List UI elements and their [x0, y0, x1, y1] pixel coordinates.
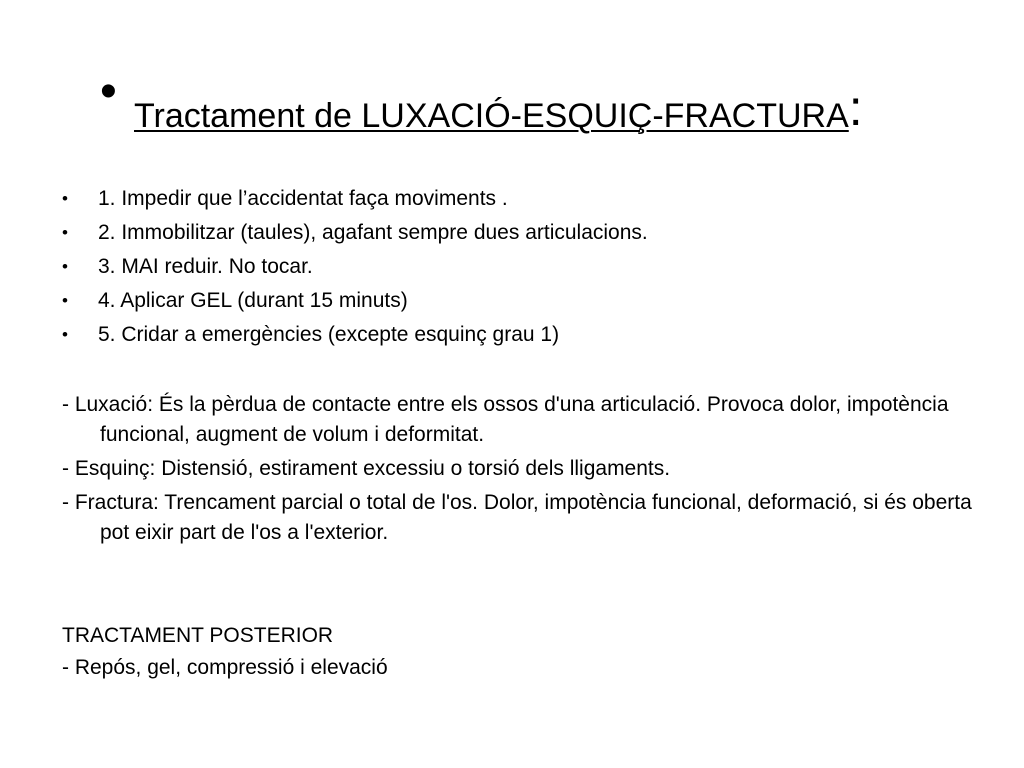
- step-item: [62, 284, 962, 318]
- definitions-list: [62, 390, 982, 552]
- bullet-icon: •: [62, 325, 68, 344]
- title-bullet-icon: •: [100, 65, 117, 118]
- step-item: [62, 318, 962, 352]
- bullet-icon: •: [62, 291, 68, 310]
- step-item: [62, 182, 962, 216]
- step-text: 3. MAI reduir. No tocar.: [98, 255, 313, 278]
- steps-list: [62, 182, 962, 352]
- definition-luxacio: - Luxació: És la pèrdua de contacte entre els ossos d'una articulació. Provoca dolor, impotència funcional, augment de volum i deformitat.: [62, 393, 949, 446]
- step-item: [62, 250, 962, 284]
- posterior-heading: TRACTAMENT POSTERIOR: [62, 624, 334, 647]
- posterior-section: [62, 620, 962, 684]
- slide-title: [100, 65, 1000, 136]
- posterior-line: - Repós, gel, compressió i elevació: [62, 656, 388, 679]
- step-text: 1. Impedir que l’accidentat faça moviments .: [98, 187, 508, 210]
- bullet-icon: •: [62, 223, 68, 242]
- title-colon: :: [848, 80, 863, 136]
- title-label: Tractament de LUXACIÓ-ESQUIÇ-FRACTURA: [134, 97, 849, 135]
- bullet-icon: •: [62, 257, 68, 276]
- step-text: 2. Immobilitzar (taules), agafant sempre dues articulacions.: [98, 221, 648, 244]
- step-text: 4. Aplicar GEL (durant 15 minuts): [98, 289, 408, 312]
- bullet-icon: •: [62, 189, 68, 208]
- definition-fractura: - Fractura: Trencament parcial o total de l'os. Dolor, impotència funcional, deformació, si és oberta pot eixir part de l'os a l'exterior.: [62, 491, 972, 544]
- title-text: [134, 80, 863, 136]
- step-text: 5. Cridar a emergències (excepte esquinç grau 1): [98, 323, 560, 346]
- definition-esquinc: - Esquinç: Distensió, estirament excessiu o torsió dels lligaments.: [62, 457, 671, 480]
- step-item: [62, 216, 962, 250]
